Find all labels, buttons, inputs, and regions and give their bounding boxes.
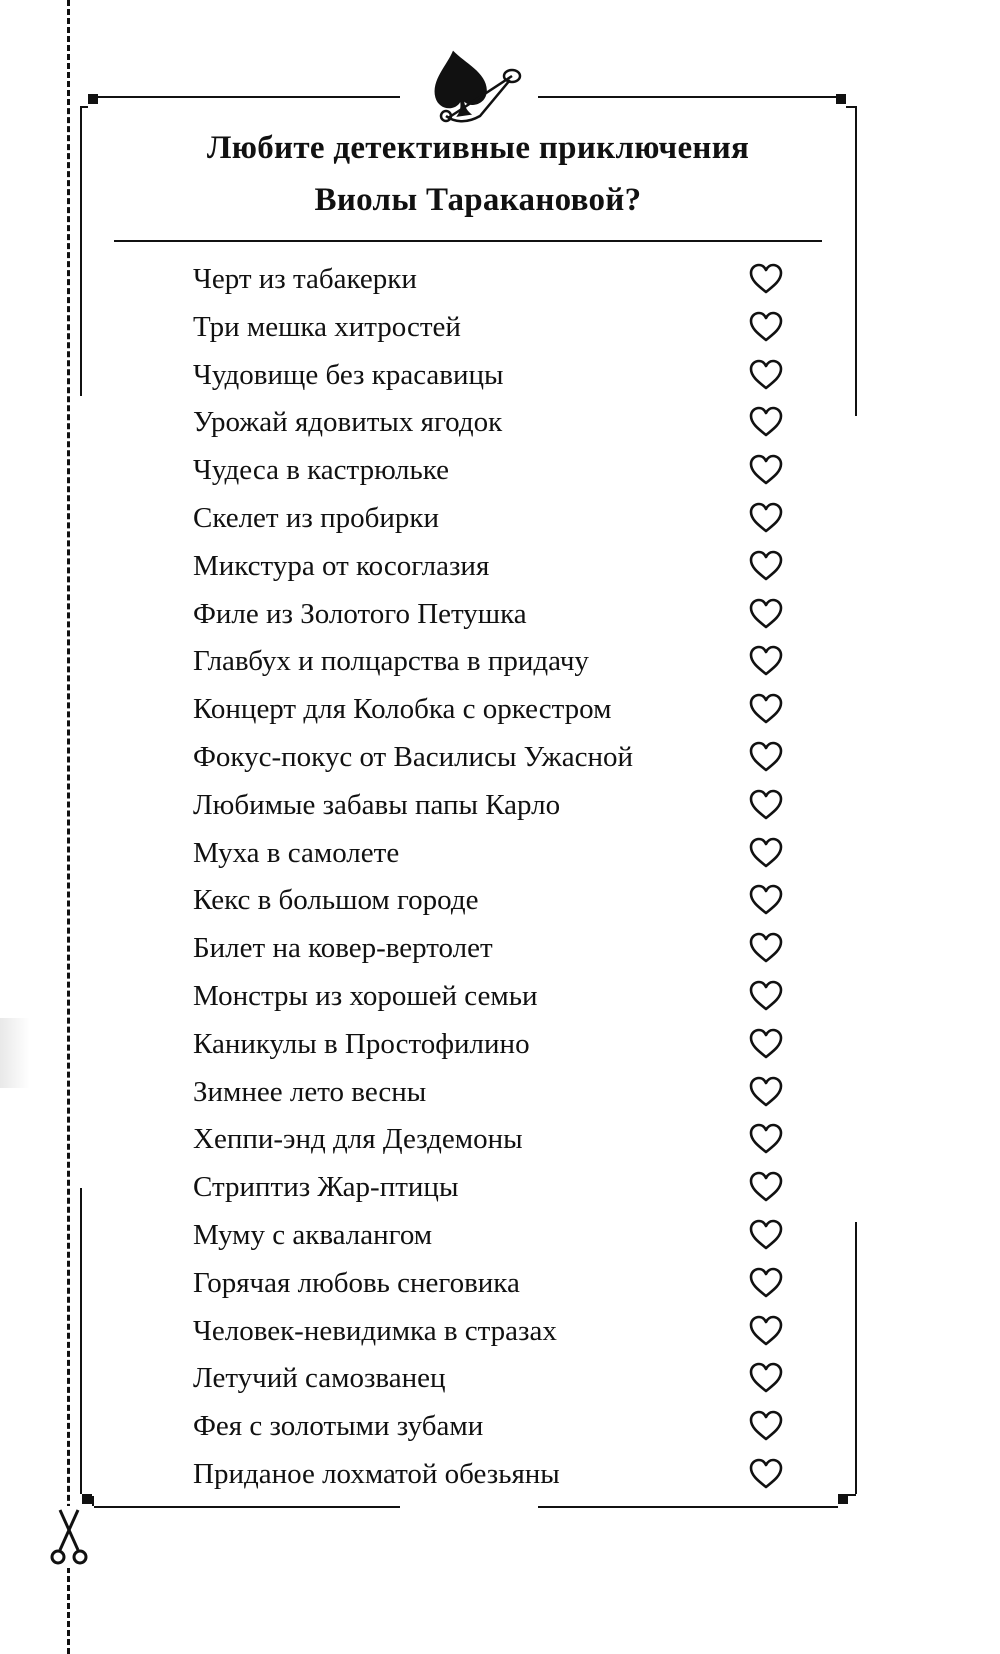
heart-checkbox-icon[interactable] bbox=[748, 837, 784, 869]
book-list-item bbox=[0, 829, 1000, 877]
heart-checkbox-icon[interactable] bbox=[748, 884, 784, 916]
book-title: Стриптиз Жар-птицы bbox=[193, 1171, 459, 1204]
heart-checkbox-icon[interactable] bbox=[748, 980, 784, 1012]
scissors-icon bbox=[48, 1506, 92, 1568]
book-title: Чудовище без красавицы bbox=[193, 358, 504, 391]
book-list-item bbox=[0, 1259, 1000, 1307]
heart-checkbox-icon[interactable] bbox=[748, 311, 784, 343]
book-title: Чудеса в кастрюльке bbox=[193, 454, 449, 487]
heart-checkbox-icon[interactable] bbox=[748, 1458, 784, 1490]
title-divider bbox=[114, 240, 822, 242]
book-list-item bbox=[0, 685, 1000, 733]
book-title: Главбух и полцарства в придачу bbox=[193, 645, 589, 678]
book-title: Урожай ядовитых ягодок bbox=[193, 406, 503, 439]
book-title: Фея с золотыми зубами bbox=[193, 1410, 484, 1443]
book-list-item bbox=[0, 446, 1000, 494]
heart-checkbox-icon[interactable] bbox=[748, 1123, 784, 1155]
book-title: Филе из Золотого Петушка bbox=[193, 597, 527, 630]
book-title: Скелет из пробирки bbox=[193, 501, 439, 534]
heart-checkbox-icon[interactable] bbox=[748, 502, 784, 534]
book-list-item bbox=[0, 1354, 1000, 1402]
heart-checkbox-icon[interactable] bbox=[748, 1315, 784, 1347]
book-list-item bbox=[0, 590, 1000, 638]
book-list-item bbox=[0, 637, 1000, 685]
heart-checkbox-icon[interactable] bbox=[748, 1267, 784, 1299]
book-title: Концерт для Колобка с оркестром bbox=[193, 693, 612, 726]
book-title: Три мешка хитростей bbox=[193, 310, 461, 343]
book-list-item bbox=[0, 398, 1000, 446]
heart-checkbox-icon[interactable] bbox=[748, 645, 784, 677]
book-title: Каникулы в Простофилино bbox=[193, 1027, 530, 1060]
book-list-item bbox=[0, 1068, 1000, 1116]
heart-checkbox-icon[interactable] bbox=[748, 1219, 784, 1251]
book-list-item bbox=[0, 733, 1000, 781]
frame-bottom-right bbox=[538, 1506, 838, 1508]
book-title: Хеппи-энд для Дездемоны bbox=[193, 1123, 523, 1156]
book-list-item bbox=[0, 351, 1000, 399]
page-title bbox=[120, 122, 836, 226]
book-list-item bbox=[0, 1450, 1000, 1498]
book-title: Зимнее лето весны bbox=[193, 1075, 427, 1108]
heart-checkbox-icon[interactable] bbox=[748, 598, 784, 630]
book-list-item bbox=[0, 924, 1000, 972]
book-list-item bbox=[0, 1163, 1000, 1211]
frame-bottom-left bbox=[94, 1506, 400, 1508]
book-title: Микстура от косоглазия bbox=[193, 549, 490, 582]
book-title: Горячая любовь снеговика bbox=[193, 1266, 520, 1299]
frame-top-right bbox=[538, 96, 838, 98]
heart-checkbox-icon[interactable] bbox=[748, 789, 784, 821]
heart-checkbox-icon[interactable] bbox=[748, 1362, 784, 1394]
spade-heart-with-safety-pin-icon bbox=[428, 46, 524, 128]
book-list-item bbox=[0, 255, 1000, 303]
book-title: Черт из табакерки bbox=[193, 263, 417, 295]
heart-checkbox-icon[interactable] bbox=[748, 1410, 784, 1442]
heart-checkbox-icon[interactable] bbox=[748, 406, 784, 438]
book-list-item bbox=[0, 1020, 1000, 1068]
heart-checkbox-icon[interactable] bbox=[748, 1171, 784, 1203]
book-list-item bbox=[0, 1402, 1000, 1450]
book-title: Билет на ковер-вертолет bbox=[193, 932, 493, 965]
book-list-item bbox=[0, 972, 1000, 1020]
heart-checkbox-icon[interactable] bbox=[748, 932, 784, 964]
book-title: Приданое лохматой обезьяны bbox=[193, 1457, 560, 1490]
book-list-item bbox=[0, 303, 1000, 351]
book-list-item bbox=[0, 1211, 1000, 1259]
heart-checkbox-icon[interactable] bbox=[748, 359, 784, 391]
book-title: Человек-невидимка в стразах bbox=[193, 1314, 557, 1347]
book-title: Кекс в большом городе bbox=[193, 884, 479, 917]
heart-checkbox-icon[interactable] bbox=[748, 263, 784, 295]
book-title: Фокус-покус от Василисы Ужасной bbox=[193, 740, 633, 773]
book-title: Любимые забавы папы Карло bbox=[193, 788, 561, 821]
title-line-2: Виолы Таракановой? bbox=[314, 182, 642, 218]
heart-checkbox-icon[interactable] bbox=[748, 1028, 784, 1060]
heart-checkbox-icon[interactable] bbox=[748, 693, 784, 725]
heart-checkbox-icon[interactable] bbox=[748, 454, 784, 486]
book-title: Летучий самозванец bbox=[193, 1362, 446, 1395]
book-list-item bbox=[0, 876, 1000, 924]
book-list-item bbox=[0, 1307, 1000, 1355]
heart-checkbox-icon[interactable] bbox=[748, 741, 784, 773]
heart-checkbox-icon[interactable] bbox=[748, 550, 784, 582]
title-line-1: Любите детективные приключения bbox=[206, 130, 750, 166]
book-title: Муму с аквалангом bbox=[193, 1218, 433, 1251]
book-list-item bbox=[0, 781, 1000, 829]
book-list-item bbox=[0, 1115, 1000, 1163]
frame-top-left bbox=[94, 96, 400, 98]
book-list-item bbox=[0, 494, 1000, 542]
heart-checkbox-icon[interactable] bbox=[748, 1076, 784, 1108]
book-list-item bbox=[0, 542, 1000, 590]
book-title: Монстры из хорошей семьи bbox=[193, 979, 538, 1012]
book-title: Муха в самолете bbox=[193, 836, 400, 869]
book-list bbox=[0, 255, 1000, 1498]
